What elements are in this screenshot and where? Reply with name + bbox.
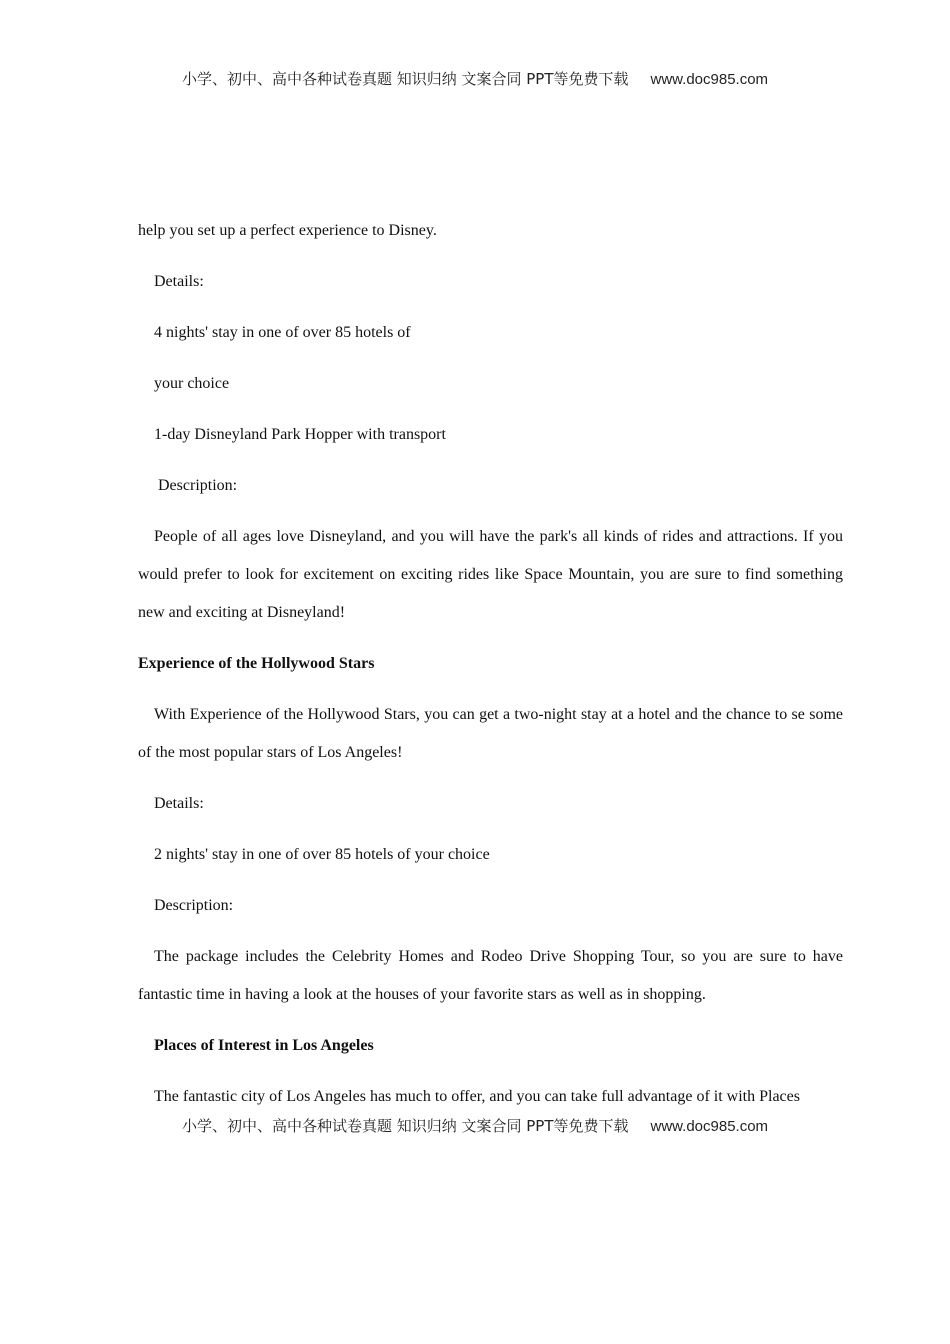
page-header	[0, 68, 950, 89]
paragraph-celebrity-tour: The package includes the Celebrity Homes and Rodeo Drive Shopping Tour, so you are sure to have fantastic time in having a look at the houses of your favorite stars as well as in shopping.	[138, 948, 843, 1003]
section-heading-hollywood: Experience of the Hollywood Stars	[138, 655, 375, 672]
detail-item-choice: your choice	[154, 375, 230, 392]
paragraph-intro-continued: help you set up a perfect experience to Disney.	[138, 222, 437, 239]
footer-site-link[interactable]: www.doc985.com	[650, 1118, 769, 1135]
details-label-2: Details:	[154, 795, 204, 812]
paragraph-los-angeles: The fantastic city of Los Angeles has much to offer, and you can take full advantage of it with Places	[154, 1088, 800, 1105]
section-heading-los-angeles: Places of Interest in Los Angeles	[154, 1037, 374, 1054]
paragraph-disneyland: People of all ages love Disneyland, and you will have the park's all kinds of rides and attractions. If you would prefer to look for excitement on exciting rides like Space Mountain, you are sure to find something new and exciting at Disneyland!	[138, 528, 843, 621]
header-text: 小学、初中、高中各种试卷真题 知识归纳 文案合同 PPT等免费下载	[181, 70, 629, 88]
header-site-link[interactable]: www.doc985.com	[650, 71, 769, 88]
footer-text: 小学、初中、高中各种试卷真题 知识归纳 文案合同 PPT等免费下载	[181, 1117, 629, 1135]
detail-item-park-hopper: 1-day Disneyland Park Hopper with transport	[154, 426, 446, 443]
detail-item-nights: 4 nights' stay in one of over 85 hotels of	[154, 324, 411, 341]
details-label: Details:	[154, 273, 204, 290]
paragraph-hollywood: With Experience of the Hollywood Stars, you can get a two-night stay at a hotel and the chance to se some of the most popular stars of Los Angeles!	[138, 706, 843, 761]
description-label-2: Description:	[154, 897, 234, 914]
detail-item-two-nights: 2 nights' stay in one of over 85 hotels of your choice	[154, 846, 490, 863]
description-label: Description:	[154, 477, 238, 494]
page-footer	[0, 1115, 950, 1136]
